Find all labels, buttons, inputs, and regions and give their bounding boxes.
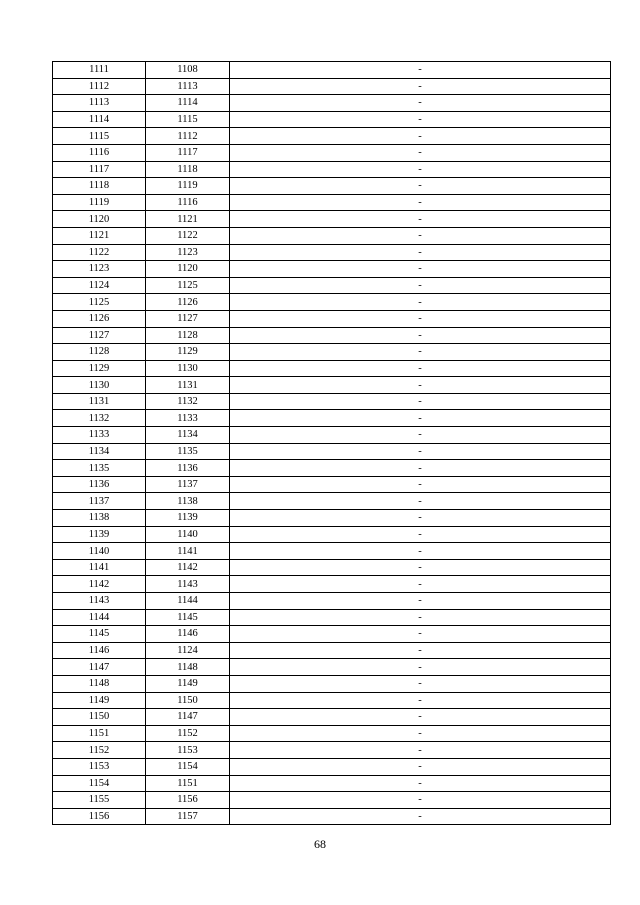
table-cell: - [230, 178, 611, 195]
table-cell: - [230, 443, 611, 460]
table-cell: - [230, 559, 611, 576]
table-row [53, 510, 611, 527]
table-cell: 1126 [53, 310, 146, 327]
table-cell: 1156 [146, 792, 230, 809]
table-cell: - [230, 277, 611, 294]
table-row [53, 227, 611, 244]
table-cell: - [230, 526, 611, 543]
table-cell: 1113 [146, 78, 230, 95]
table-row [53, 493, 611, 510]
table-cell: 1136 [146, 460, 230, 477]
table-cell: 1129 [146, 344, 230, 361]
table-row [53, 244, 611, 261]
table-cell: 1143 [146, 576, 230, 593]
table-cell: 1154 [146, 758, 230, 775]
table-row [53, 95, 611, 112]
table-cell: 1123 [146, 244, 230, 261]
table-cell: 1132 [146, 393, 230, 410]
table-cell: - [230, 709, 611, 726]
table-cell: - [230, 493, 611, 510]
mapping-table [52, 61, 611, 825]
table-row [53, 808, 611, 825]
table-cell: - [230, 576, 611, 593]
table-cell: 1135 [146, 443, 230, 460]
table-cell: - [230, 742, 611, 759]
table-cell: 1114 [53, 111, 146, 128]
table-cell: 1147 [146, 709, 230, 726]
table-cell: 1138 [146, 493, 230, 510]
table-cell: 1116 [53, 144, 146, 161]
table-cell: - [230, 310, 611, 327]
table-cell: 1122 [53, 244, 146, 261]
table-cell: 1155 [53, 792, 146, 809]
table-cell: 1120 [146, 261, 230, 278]
table-cell: - [230, 427, 611, 444]
table-row [53, 758, 611, 775]
table-row [53, 78, 611, 95]
table-cell: 1145 [53, 626, 146, 643]
table-cell: 1119 [146, 178, 230, 195]
table-cell: - [230, 808, 611, 825]
table-cell: 1151 [53, 725, 146, 742]
table-cell: - [230, 95, 611, 112]
table-cell: 1134 [53, 443, 146, 460]
table-cell: 1153 [146, 742, 230, 759]
table-row [53, 62, 611, 79]
table-cell: 1121 [53, 227, 146, 244]
table-cell: 1152 [53, 742, 146, 759]
table-cell: 1117 [53, 161, 146, 178]
table-cell: 1137 [53, 493, 146, 510]
table-row [53, 377, 611, 394]
table-cell: 1124 [146, 642, 230, 659]
table-cell: - [230, 792, 611, 809]
table-cell: 1133 [146, 410, 230, 427]
table-cell: - [230, 642, 611, 659]
table-cell: 1148 [146, 659, 230, 676]
table-cell: - [230, 194, 611, 211]
table-row [53, 360, 611, 377]
table-cell: 1115 [146, 111, 230, 128]
table-cell: - [230, 543, 611, 560]
table-cell: 1117 [146, 144, 230, 161]
table-row [53, 393, 611, 410]
table-cell: - [230, 111, 611, 128]
table-row [53, 543, 611, 560]
table-cell: 1131 [53, 393, 146, 410]
table-row [53, 310, 611, 327]
table-cell: 1137 [146, 476, 230, 493]
table-row [53, 559, 611, 576]
table-row [53, 111, 611, 128]
table-cell: - [230, 725, 611, 742]
table-cell: 1149 [146, 675, 230, 692]
table-cell: 1131 [146, 377, 230, 394]
table-cell: - [230, 360, 611, 377]
table-cell: - [230, 377, 611, 394]
table-cell: 1128 [53, 344, 146, 361]
table-row [53, 178, 611, 195]
table-row [53, 609, 611, 626]
table-row [53, 128, 611, 145]
table-row [53, 443, 611, 460]
table-cell: 1111 [53, 62, 146, 79]
table-cell: 1130 [53, 377, 146, 394]
table-cell: 1108 [146, 62, 230, 79]
table-row [53, 576, 611, 593]
table-row [53, 593, 611, 610]
table-cell: 1128 [146, 327, 230, 344]
table-cell: - [230, 758, 611, 775]
table-cell: 1133 [53, 427, 146, 444]
table-cell: - [230, 476, 611, 493]
table-cell: 1142 [146, 559, 230, 576]
table-row [53, 344, 611, 361]
table-cell: - [230, 659, 611, 676]
table-row [53, 526, 611, 543]
table-cell: 1113 [53, 95, 146, 112]
table-cell: 1146 [146, 626, 230, 643]
table-cell: 1125 [53, 294, 146, 311]
table-row [53, 277, 611, 294]
table-cell: - [230, 161, 611, 178]
table-cell: 1152 [146, 725, 230, 742]
table-cell: 1142 [53, 576, 146, 593]
table-cell: 1134 [146, 427, 230, 444]
table-cell: - [230, 626, 611, 643]
table-row [53, 261, 611, 278]
table-row [53, 725, 611, 742]
table-cell: 1116 [146, 194, 230, 211]
table-cell: - [230, 593, 611, 610]
table-cell: 1149 [53, 692, 146, 709]
table-row [53, 476, 611, 493]
table-body [53, 62, 611, 825]
table-cell: 1123 [53, 261, 146, 278]
table-cell: 1126 [146, 294, 230, 311]
table-cell: 1124 [53, 277, 146, 294]
table-cell: 1112 [146, 128, 230, 145]
table-row [53, 460, 611, 477]
table-cell: - [230, 609, 611, 626]
table-cell: - [230, 327, 611, 344]
table-cell: 1118 [53, 178, 146, 195]
table-cell: 1150 [146, 692, 230, 709]
table-cell: 1136 [53, 476, 146, 493]
table-row [53, 294, 611, 311]
table-row [53, 194, 611, 211]
table-cell: - [230, 78, 611, 95]
table-cell: - [230, 775, 611, 792]
table-row [53, 792, 611, 809]
table-cell: - [230, 261, 611, 278]
table-cell: - [230, 62, 611, 79]
table-cell: 1141 [146, 543, 230, 560]
table-cell: 1112 [53, 78, 146, 95]
table-row [53, 775, 611, 792]
table-cell: - [230, 510, 611, 527]
table-cell: 1127 [53, 327, 146, 344]
table-cell: 1139 [53, 526, 146, 543]
table-row [53, 709, 611, 726]
table-row [53, 675, 611, 692]
table-row [53, 692, 611, 709]
table-cell: 1114 [146, 95, 230, 112]
table-row [53, 144, 611, 161]
table-cell: - [230, 227, 611, 244]
table-cell: 1147 [53, 659, 146, 676]
table-cell: - [230, 211, 611, 228]
table-cell: 1154 [53, 775, 146, 792]
page-number: 68 [314, 837, 326, 851]
table-cell: 1140 [53, 543, 146, 560]
table-cell: 1120 [53, 211, 146, 228]
table-cell: 1115 [53, 128, 146, 145]
table-cell: 1156 [53, 808, 146, 825]
table-cell: 1144 [53, 609, 146, 626]
table-cell: 1146 [53, 642, 146, 659]
table-row [53, 327, 611, 344]
table-row [53, 410, 611, 427]
table-cell: 1127 [146, 310, 230, 327]
table-cell: 1140 [146, 526, 230, 543]
table-cell: 1144 [146, 593, 230, 610]
table-cell: 1129 [53, 360, 146, 377]
table-cell: 1150 [53, 709, 146, 726]
table-cell: - [230, 410, 611, 427]
table-cell: 1145 [146, 609, 230, 626]
table-cell: 1118 [146, 161, 230, 178]
table-cell: 1157 [146, 808, 230, 825]
table-cell: 1121 [146, 211, 230, 228]
table-cell: 1151 [146, 775, 230, 792]
table-cell: - [230, 692, 611, 709]
table-cell: - [230, 244, 611, 261]
table-cell: 1153 [53, 758, 146, 775]
table-row [53, 626, 611, 643]
table-cell: - [230, 128, 611, 145]
table-row [53, 642, 611, 659]
table-row [53, 742, 611, 759]
table-cell: - [230, 675, 611, 692]
table-row [53, 211, 611, 228]
table-cell: - [230, 144, 611, 161]
table-cell: - [230, 294, 611, 311]
table-cell: 1125 [146, 277, 230, 294]
table-cell: 1138 [53, 510, 146, 527]
table-cell: - [230, 460, 611, 477]
table-cell: 1132 [53, 410, 146, 427]
table-cell: 1135 [53, 460, 146, 477]
table-cell: 1148 [53, 675, 146, 692]
table-cell: - [230, 393, 611, 410]
table-cell: 1130 [146, 360, 230, 377]
table-row [53, 659, 611, 676]
table-cell: 1139 [146, 510, 230, 527]
table-row [53, 161, 611, 178]
table-row [53, 427, 611, 444]
table-cell: 1143 [53, 593, 146, 610]
table-cell: 1141 [53, 559, 146, 576]
table-cell: 1119 [53, 194, 146, 211]
table-cell: 1122 [146, 227, 230, 244]
table-cell: - [230, 344, 611, 361]
